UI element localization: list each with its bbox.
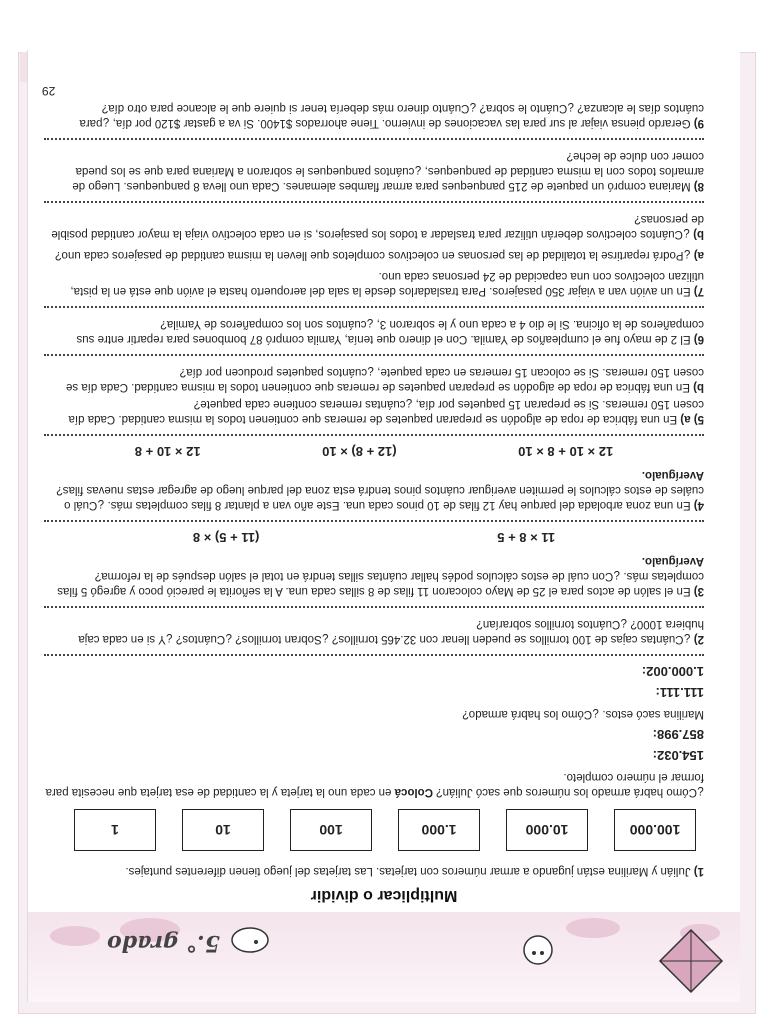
question-9 [44, 100, 704, 130]
card: 10 [182, 809, 264, 851]
bird-icon [220, 922, 280, 962]
page-title: Multiplicar o dividir [310, 887, 458, 904]
question-2 [44, 616, 704, 646]
card: 1 [74, 809, 156, 851]
dotted-separator [44, 306, 704, 308]
dotted-separator [44, 606, 704, 608]
question-text: Marilina sacó estos. ¿Cómo los habrá armado? [462, 708, 704, 720]
emphasis-word: Averígualo. [641, 469, 704, 481]
question-number: 8) [693, 180, 704, 192]
question-text-part: en cada uno la tarjeta y la cantidad de esa tarjeta que necesita para formar el número completo. [45, 771, 704, 798]
question-number: 3) [693, 585, 704, 597]
question-5a [44, 396, 704, 426]
question-text: Julián y Marilina están jugando a armar números con tarjetas. Las tarjetas del juego tienen diferentes puntajes. [125, 865, 691, 877]
cloud-icon [50, 926, 100, 946]
question-text: ¿Cuántas cajas de 100 tornillos se pueden llenar con 32.465 tornillos? ¿Sobran tornillos? ¿Cuántos? ¿Y si en cada caja hubiera 1000? ¿Cuántos tornillos sobrarían? [78, 618, 704, 645]
question-number: b) [693, 381, 704, 393]
emphasis-word: Colocá [394, 786, 433, 798]
exercise-list [44, 98, 704, 878]
question-text-part: ¿Con cuál de estos cálculos podés hallar cuántas sillas tendrá en total el salón después de la reforma? [94, 570, 621, 582]
dotted-separator [44, 434, 704, 436]
expression: 11 × 8 + 5 [497, 530, 556, 545]
question-text: En un avión van a viajar 350 pasajeros. Para trasladarlos desde la sala del aeropuerto hasta el avión que está en la pista, utilizan colectivos con una capacidad de 24 personas cada uno. [70, 270, 704, 297]
expression: (11 + 5) × 8 [192, 530, 260, 545]
question-number: b) [693, 228, 704, 240]
dotted-separator [44, 354, 704, 356]
question-number: a) [693, 249, 704, 261]
question-1 [44, 863, 704, 878]
cloud-icon [566, 918, 620, 938]
question-number: 7) [693, 285, 704, 297]
grade-label: 5.° grado [107, 930, 220, 956]
question-text: En una fábrica de ropa de algodón se preparan paquetes de remeras que contienen todos la misma cantidad. Cada día cosen 150 remeras. Si se preparan 15 paquetes por día, ¿cuántas remeras contiene cada paquete? [68, 398, 704, 425]
header-banner [28, 912, 740, 1002]
question-text-part: ¿Cómo habrá armado los números que sacó Julián? [432, 786, 704, 798]
number-item: 857.998: [652, 727, 704, 742]
kite-icon [656, 926, 726, 996]
worksheet-sheet [27, 50, 740, 1002]
card-row [44, 809, 696, 851]
question-number: 5) a) [680, 413, 704, 425]
question-text: En el salón de actos para el 25 de Mayo colocaron 11 filas de 8 sillas cada una. A la señorita le pareció poco y agregó 5 filas completas más. [57, 570, 704, 597]
question-7b [44, 211, 704, 241]
expression: (12 + 8) × 10 [322, 444, 397, 459]
question-text: Gerardo piensa viajar al sur para las vacaciones de invierno. Tiene ahorrados $1400. Si va a gastar $120 por día, ¿para cuántos días le alcanza? ¿Cuánto le sobra? ¿Cuánto dinero más debería tener si quiere que le alcance para otro día? [79, 102, 704, 129]
card: 100.000 [614, 809, 696, 851]
card: 100 [290, 809, 372, 851]
question-4 [44, 467, 704, 512]
question-number: 2) [693, 633, 704, 645]
expression: 12 × 10 + 8 [134, 444, 201, 459]
page-number: 29 [42, 84, 56, 98]
question-6 [44, 316, 704, 346]
expression: 12 × 10 + 8 × 10 [518, 444, 614, 459]
question-text: Mariana compró un paquete de 215 panqueques para armar flambes alemanes. Cada uno lleva 8 panqueques. Luego de armarlos todos con la misma cantidad de panqueques, ¿cuántos panqueques le sobraron a Mariana para que se los pueda comer con dulce de leche? [72, 150, 704, 192]
question-8 [44, 148, 704, 193]
question-text: ¿Podrá repartirse la totalidad de las personas en colectivos completos que lleven la misma cantidad de pasajeros cada uno? [55, 249, 691, 261]
card: 1.000 [398, 809, 480, 851]
question-text: El 2 de mayo fue el cumpleaños de Yamila. Con el dinero que tenía, Yamila compró 87 bombones para repartir entre sus compañeros de la oficina. Si le dio 4 a cada uno y le sobraron 3, ¿cuántos son los compañeros de Yamila? [76, 318, 704, 345]
question-number: 9) [693, 117, 704, 129]
expression-row [74, 530, 674, 545]
emphasis-word: Averígualo. [641, 555, 704, 567]
card: 10.000 [506, 809, 588, 851]
question-text: En una zona arbolada del parque hay 12 filas de 10 pinos cada una. Este año van a plantar 8 filas completas más. ¿Cuál o cuáles de estos cálculos le permiten averiguar cuántos pinos tendrá esta zona del parque luego de agregar estas nuevas filas? [56, 484, 704, 511]
expression-row [74, 444, 674, 459]
dotted-separator [44, 520, 704, 522]
question-number: 4) [693, 499, 704, 511]
number-item: 154.032: [652, 748, 704, 763]
bird-icon [516, 928, 560, 972]
number-item: 111.111: [655, 685, 704, 700]
question-7a [44, 247, 704, 262]
question-7 [44, 268, 704, 298]
question-number: 1) [693, 865, 704, 877]
question-text [44, 769, 704, 799]
dotted-separator [44, 654, 704, 656]
dotted-separator [44, 138, 704, 140]
question-text: ¿Cuántos colectivos deberán utilizar para trasladar a todos los pasajeros, si en cada colectivo viaja la mayor cantidad posible de personas? [51, 213, 704, 240]
question-number: 6) [693, 333, 704, 345]
question-5b [44, 364, 704, 394]
dotted-separator [44, 201, 704, 203]
number-item: 1.000.002: [641, 664, 704, 679]
question-text: En una fábrica de ropa de algodón se preparan paquetes de remeras que contienen todos la misma cantidad. Cada día se cosen 150 remeras. Si se colocan 15 remeras en cada paquete, ¿cuántos paquetes producen por día? [65, 366, 704, 393]
question-3 [44, 553, 704, 598]
